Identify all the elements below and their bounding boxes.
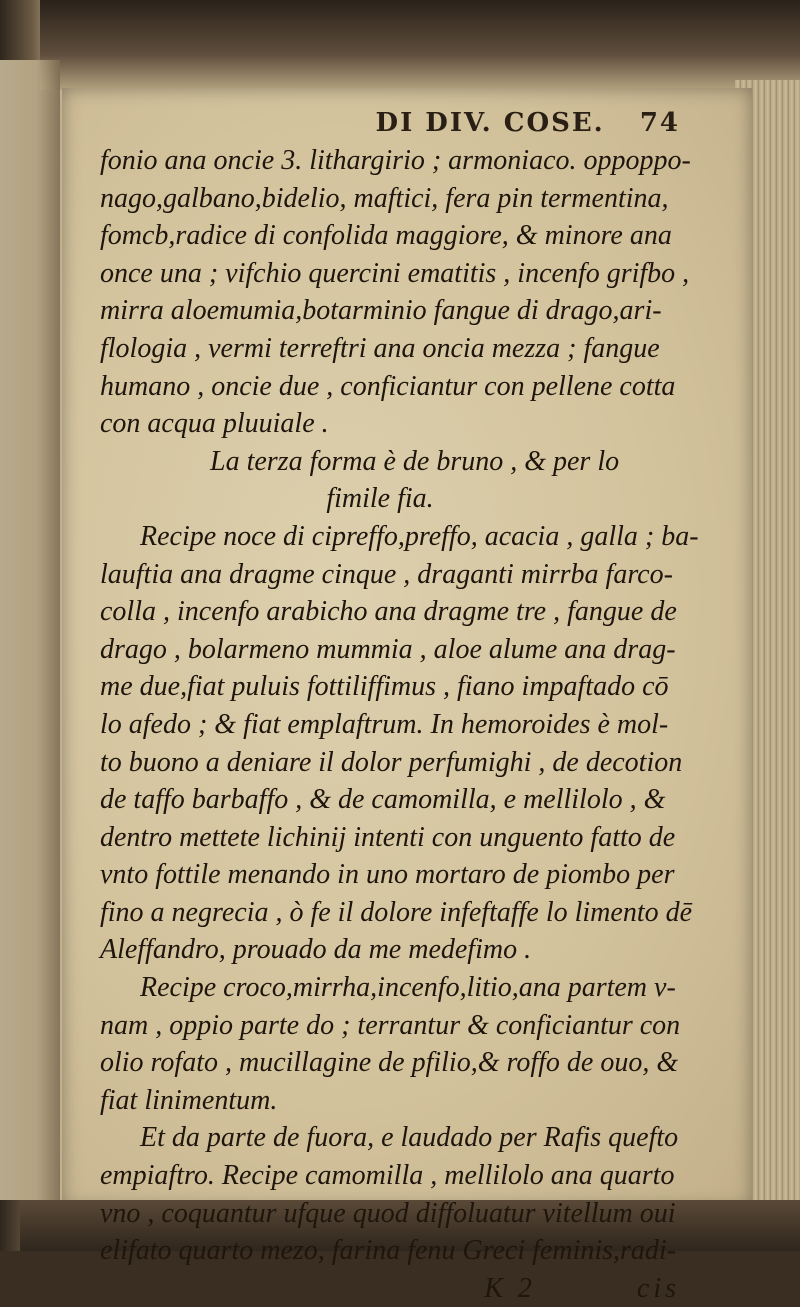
text-line: mirra aloemumia,botarminio fangue di drago,ari-: [100, 295, 662, 327]
page-number: 74: [639, 108, 680, 138]
text-line: Recipe noce di cipreffo,preffo, acacia , galla ; ba-: [140, 520, 699, 552]
previous-page-edge: [0, 60, 60, 1200]
text-line: humano , oncie due , conficiantur con pellene cotta: [100, 370, 676, 402]
text-line: lo afedo ; & fiat emplaftrum. In hemoroides è mol-: [100, 708, 669, 740]
page-text: [100, 108, 720, 1307]
text-line: con acqua pluuiale .: [100, 408, 329, 440]
section-heading: La terza forma è de bruno , & per lo: [210, 445, 620, 477]
text-line: fomcb,radice di confolida maggiore, & minore ana: [100, 220, 672, 252]
text-line: empiaftro. Recipe camomilla , mellilolo ana quarto: [100, 1160, 675, 1192]
text-line: nam , oppio parte do ; terrantur & conficiantur con: [100, 1009, 681, 1041]
text-line: Recipe croco,mirrha,incenfo,litio,ana partem v-: [140, 972, 676, 1004]
text-line: Et da parte de fuora, e laudado per Rafis quefto: [140, 1122, 679, 1154]
text-line: vno , coquantur ufque quod diffoluatur vitellum oui: [100, 1197, 676, 1229]
running-header: [100, 108, 720, 138]
text-line: nago,galbano,bidelio, maftici, fera pin termentina,: [100, 182, 669, 214]
catchword: cis: [636, 1272, 680, 1304]
text-line: colla , incenfo arabicho ana dragme tre , fangue de: [100, 596, 677, 628]
text-line: elifato quarto mezo, farina fenu Greci feminis,radi-: [100, 1235, 677, 1267]
text-line: fiat linimentum.: [100, 1084, 278, 1116]
text-line: vnto fottile menando in uno mortaro de piombo per: [100, 859, 675, 891]
text-line: lauftia ana dragme cinque , draganti mirrba farco-: [100, 558, 673, 590]
signature-mark: K 2: [484, 1272, 536, 1304]
page-footer: [100, 1270, 720, 1307]
text-line: Aleffandro, prouado da me medefimo .: [100, 934, 532, 966]
text-line: fonio ana oncie 3. lithargirio ; armoniaco. oppoppo-: [100, 145, 691, 176]
text-line: flologia , vermi terreftri ana oncia mezza ; fangue: [100, 332, 660, 364]
header-title: DI DIV. COSE.: [375, 108, 605, 138]
top-edge: [40, 0, 800, 90]
section-heading-cont: fimile fia.: [326, 483, 434, 515]
text-line: once una ; vifchio quercini ematitis , incenfo grifbo ,: [100, 257, 690, 289]
text-line: fino a negrecia , ò fe il dolore infeftaffe lo limento dē: [100, 896, 693, 928]
text-line: to buono a deniare il dolor perfumighi , de decotion: [100, 746, 683, 778]
text-line: olio rofato , mucillagine de pfilio,& roffo de ouo, &: [100, 1047, 679, 1079]
text-line: drago , bolarmeno mummia , aloe alume ana drag-: [100, 633, 676, 665]
text-line: de taffo barbaffo , & de camomilla, e mellilolo , &: [100, 784, 666, 816]
text-line: me due,fiat puluis fottiliffimus , fiano impaftado cō: [100, 671, 669, 703]
text-line: dentro mettete lichinij intenti con unguento fatto de: [100, 821, 676, 853]
